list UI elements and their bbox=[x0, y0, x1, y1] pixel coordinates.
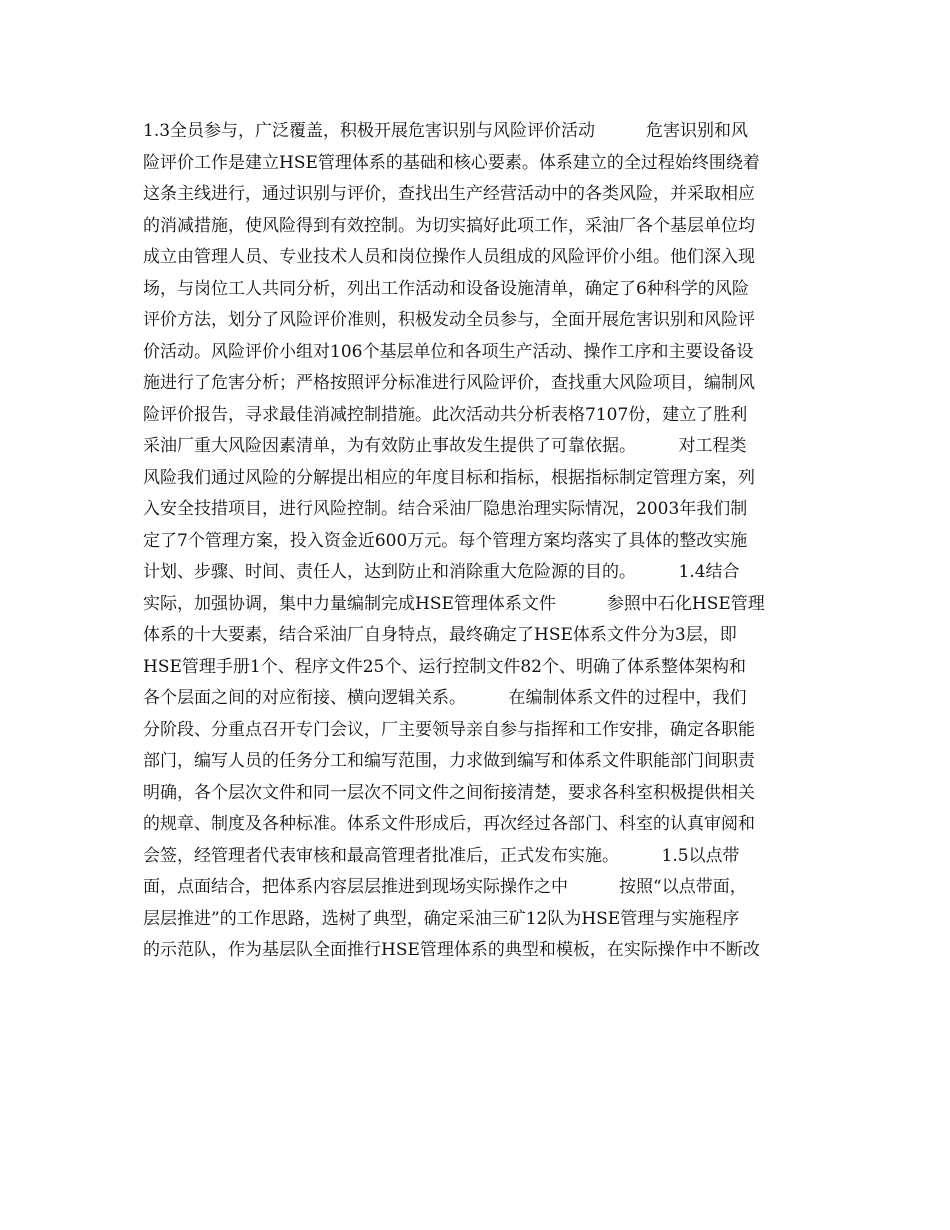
text-line: 险评价报告，寻求最佳消减控制措施。此次活动共分析表格7107份，建立了胜利 bbox=[143, 404, 748, 425]
text-line: 定了7个管理方案，投入资金近600万元。每个管理方案均落实了具体的整改实施 bbox=[143, 530, 748, 551]
text-line: 层层推进”的工作思路，选树了典型，确定采油三矿12队为HSE管理与实施程序 bbox=[143, 908, 740, 929]
text-line: 险评价工作是建立HSE管理体系的基础和核心要素。体系建立的全过程始终围绕着 bbox=[143, 152, 760, 173]
text-line: 部门，编写人员的任务分工和编写范围，力求做到编写和体系文件职能部门间职责 bbox=[143, 751, 755, 771]
text-line: 明确，各个层次文件和同一层次不同文件之间衔接清楚，要求各科室积极提供相关 bbox=[143, 782, 755, 803]
text-line: 面，点面结合，把体系内容层层推进到现场实际操作之中 按照“以点带面， bbox=[143, 877, 747, 897]
text-line: 的规章、制度及各种标准。体系文件形成后，再次经过各部门、科室的认真审阅和 bbox=[143, 814, 755, 834]
text-line: 评价方法，划分了风险评价准则，积极发动全员参与，全面开展危害识别和风险评 bbox=[143, 310, 755, 330]
text-line: 各个层面之间的对应衔接、横向逻辑关系。 在编制体系文件的过程中，我们 bbox=[143, 688, 747, 708]
text-line: 风险我们通过风险的分解提出相应的年度目标和指标，根据指标制定管理方案，列 bbox=[143, 467, 755, 488]
text-line: 会签，经管理者代表审核和最高管理者批准后，正式发布实施。 1.5以点带 bbox=[143, 845, 740, 866]
text-line: 场，与岗位工人共同分析，列出工作活动和设备设施清单，确定了6种科学的风险 bbox=[143, 278, 749, 299]
text-line: 入安全技措项目，进行风险控制。结合采油厂隐患治理实际情况，2003年我们制 bbox=[143, 499, 748, 519]
text-line: 的消减措施，使风险得到有效控制。为切实搞好此项工作，采油厂各个基层单位均 bbox=[143, 215, 755, 236]
text-line: 计划、步骤、时间、责任人，达到防止和消除重大危险源的目的。 1.4结合 bbox=[143, 562, 740, 582]
text-line: 采油厂重大风险因素清单，为有效防止事故发生提供了可靠依据。 对工程类 bbox=[143, 436, 747, 456]
text-line: 实际，加强协调，集中力量编制完成HSE管理体系文件 参照中石化HSE管理 bbox=[143, 593, 765, 614]
text-line: 价活动。风险评价小组对106个基层单位和各项生产活动、操作工序和主要设备设 bbox=[143, 341, 754, 362]
text-line: 的示范队，作为基层队全面推行HSE管理体系的典型和模板，在实际操作中不断改 bbox=[143, 940, 760, 960]
text-line: 施进行了危害分析；严格按照评分标准进行风险评价，查找重大风险项目，编制风 bbox=[143, 373, 755, 393]
body-text bbox=[143, 116, 815, 967]
text-line: HSE管理手册1个、程序文件25个、运行控制文件82个、明确了体系整体架构和 bbox=[143, 656, 746, 677]
text-line: 成立由管理人员、专业技术人员和岗位操作人员组成的风险评价小组。他们深入现 bbox=[143, 247, 755, 267]
text-line: 1.3全员参与，广泛覆盖，积极开展危害识别与风险评价活动 危害识别和风 bbox=[143, 121, 749, 141]
text-line: 这条主线进行，通过识别与评价，查找出生产经营活动中的各类风险，并采取相应 bbox=[143, 184, 755, 204]
text-line: 分阶段、分重点召开专门会议，厂主要领导亲自参与指挥和工作安排，确定各职能 bbox=[143, 719, 755, 740]
text-line: 体系的十大要素，结合采油厂自身特点，最终确定了HSE体系文件分为3层，即 bbox=[143, 625, 737, 645]
